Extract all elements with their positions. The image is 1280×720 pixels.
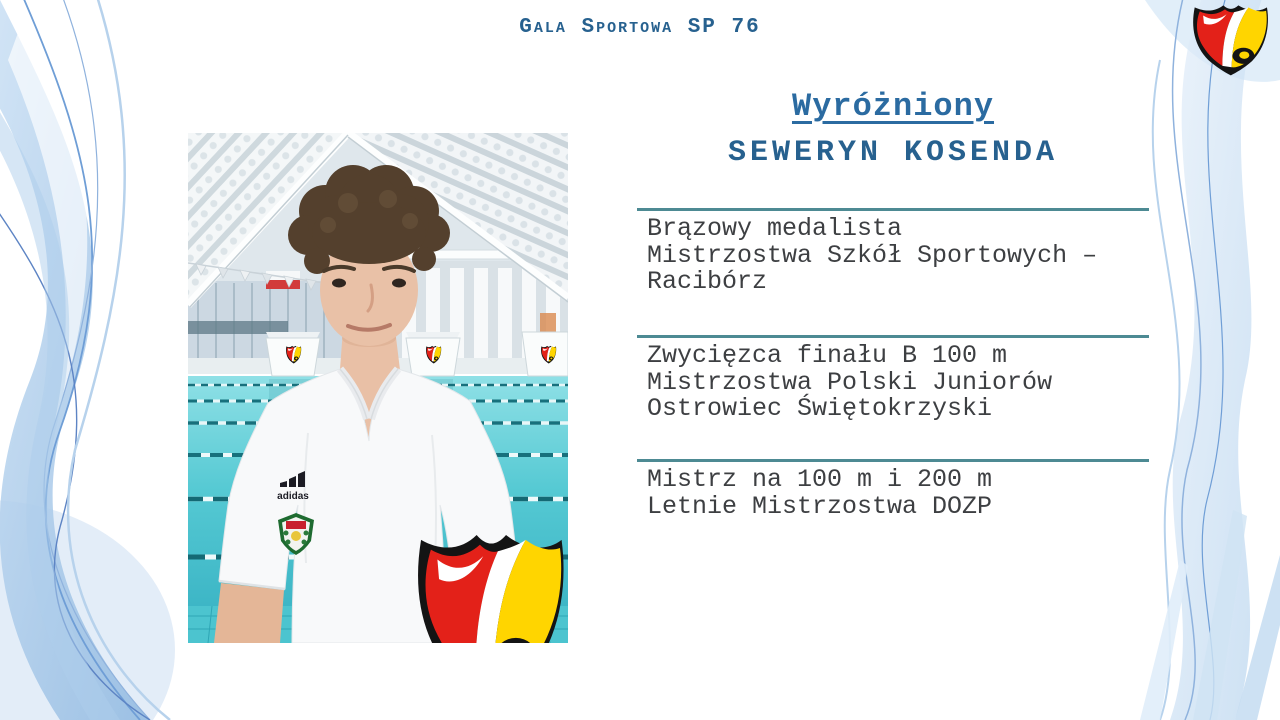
athlete-photo [188,133,568,643]
achievement-line: Mistrzostwa Szkół Sportowych – [647,240,1098,270]
slide-title: Gala Sportowa SP 76 [519,16,761,39]
achievement-block-2 [637,335,1149,423]
svg-text:adidas: adidas [277,491,309,502]
award-content [637,0,1149,720]
left-wave-decoration [0,0,195,720]
achievement-line: Letnie Mistrzostwa DOZP [647,491,993,521]
achievement-line: Ostrowiec Świętokrzyski [647,394,993,423]
achievement-line: Mistrz na 100 m i 200 m [647,465,993,494]
achievement-line: Zwycięzca finału B 100 m [647,341,1008,370]
achievement-block-1 [637,208,1149,296]
shirt-sp76-shield [418,535,564,643]
achievement-line: Mistrzostwa Polski Juniorów [647,367,1053,397]
achievement-line: Racibórz [647,267,768,296]
polish-flag [266,271,300,289]
sp76-logo-icon [1188,2,1272,76]
achievement-line: Brązowy medalista [647,214,903,243]
award-heading: Wyróżniony [791,88,995,125]
athlete-name: SEWERYN KOSENDA [727,136,1059,170]
achievement-block-3 [637,459,1149,520]
